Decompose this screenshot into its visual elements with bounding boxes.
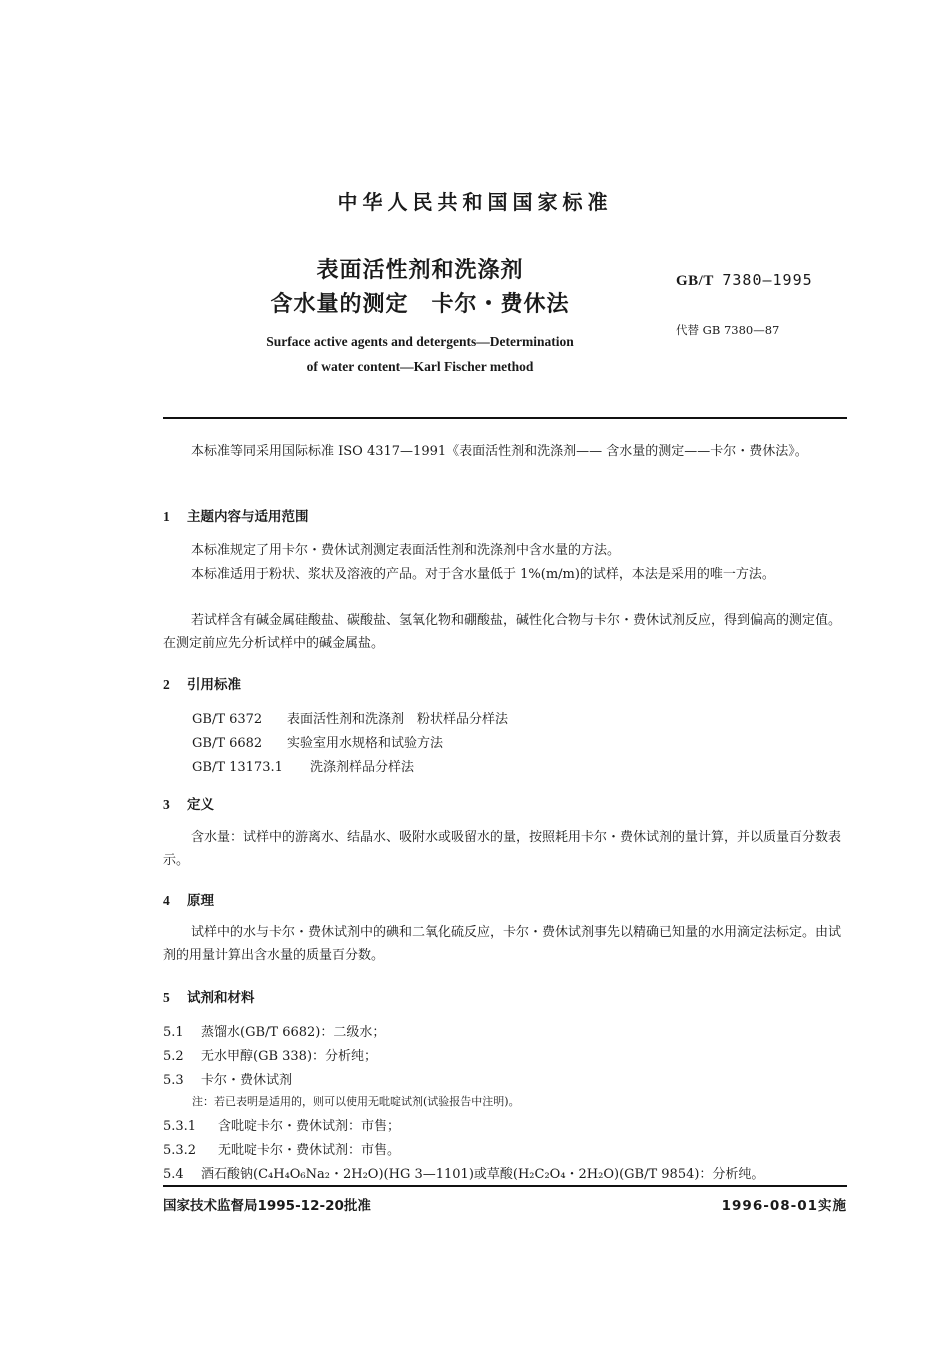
- section-4-heading: [163, 889, 214, 909]
- approval-date: 国家技术监督局1995-12-20批准: [163, 1198, 371, 1214]
- reference-title: 洗涤剂样品分样法: [310, 760, 415, 775]
- section-number: 2: [163, 677, 170, 692]
- top-divider: [163, 417, 847, 419]
- item-number: 5.3.2: [163, 1143, 197, 1158]
- section-number: 5: [163, 990, 170, 1005]
- title-cn-line2: 含水量的测定 卡尔・费休法: [270, 292, 570, 317]
- reference-title: 表面活性剂和洗涤剂 粉状样品分样法: [287, 712, 509, 727]
- implementation-date: 1996-08-01实施: [721, 1198, 847, 1214]
- section-5-heading: [163, 986, 255, 1006]
- item-text: 蒸馏水(GB/T 6682)：二级水；: [201, 1025, 386, 1040]
- section-title: 引用标准: [187, 677, 241, 693]
- item-5-3: [163, 1069, 292, 1088]
- item-5-4: [163, 1163, 764, 1182]
- item-5-3-2: [163, 1139, 400, 1158]
- reference-item: [192, 708, 508, 727]
- item-text: 卡尔・费休试剂: [201, 1073, 293, 1088]
- reference-code: GB/T 13173.1: [192, 760, 283, 775]
- item-number: 5.2: [163, 1049, 184, 1064]
- item-5-1: [163, 1021, 385, 1040]
- section-title: 试剂和材料: [187, 990, 255, 1006]
- item-text: 酒石酸钠(C₄H₄O₆Na₂・2H₂O)(HG 3—1101)或草酸(H₂C₂O₄・2H₂O)(GB/T 9854)：分析纯。: [201, 1167, 765, 1182]
- item-number: 5.3: [163, 1073, 184, 1088]
- reference-title: 实验室用水规格和试验方法: [287, 736, 444, 751]
- replaces-note: 代替 GB 7380—87: [676, 323, 780, 337]
- national-standard-heading: 中华人民共和国国家标准: [337, 190, 613, 214]
- reference-code: GB/T 6372: [192, 712, 263, 727]
- section-1-paragraph-1: 本标准规定了用卡尔・费休试剂测定表面活性剂和洗涤剂中含水量的方法。: [191, 543, 621, 558]
- section-title: 原理: [187, 893, 214, 909]
- reference-code: GB/T 6682: [192, 736, 263, 751]
- item-5-2: [163, 1045, 377, 1064]
- item-number: 5.1: [163, 1025, 184, 1040]
- reference-item: [192, 756, 414, 775]
- section-2-heading: [163, 673, 241, 693]
- section-title: 定义: [187, 797, 214, 813]
- section-number: 3: [163, 797, 170, 812]
- item-number: 5.3.1: [163, 1119, 197, 1134]
- section-4-paragraph: 试样中的水与卡尔・费休试剂中的碘和二氧化硫反应，卡尔・费休试剂事先以精确已知量的水用滴定法标定。由试剂的用量计算出含水量的质量百分数。: [163, 925, 842, 963]
- section-1-heading: [163, 505, 309, 525]
- section-1-paragraph-3: 若试样含有碱金属硅酸盐、碳酸盐、氢氧化物和硼酸盐，碱性化合物与卡尔・费休试剂反应，得到偏高的测定值。在测定前应先分析试样中的碱金属盐。: [163, 613, 842, 651]
- item-text: 无吡啶卡尔・费休试剂：市售。: [218, 1143, 401, 1158]
- section-number: 1: [163, 509, 170, 524]
- title-cn-line1: 表面活性剂和洗涤剂: [316, 258, 524, 283]
- section-3-heading: [163, 793, 214, 813]
- standard-code-number: 7380—1995: [722, 271, 813, 289]
- section-1-paragraph-2: 本标准适用于粉状、浆状及溶液的产品。对于含水量低于 1%(m/m)的试样，本法是采用的唯一方法。: [191, 567, 775, 582]
- title-en-line2: of water content—Karl Fischer method: [306, 359, 534, 374]
- standard-code-prefix: GB/T: [676, 273, 714, 289]
- section-number: 4: [163, 893, 170, 908]
- item-text: 无水甲醇(GB 338)：分析纯；: [201, 1049, 378, 1064]
- item-number: 5.4: [163, 1167, 184, 1182]
- reference-item: [192, 732, 443, 751]
- item-text: 含吡啶卡尔・费休试剂：市售；: [218, 1119, 401, 1134]
- section-3-paragraph: 含水量：试样中的游离水、结晶水、吸附水或吸留水的量，按照耗用卡尔・费休试剂的量计算，并以质量百分数表示。: [163, 830, 842, 868]
- title-en-line1: Surface active agents and detergents—Determination: [266, 334, 574, 349]
- section-title: 主题内容与适用范围: [187, 509, 309, 525]
- intro-paragraph: 本标准等同采用国际标准 ISO 4317—1991《表面活性剂和洗涤剂—— 含水量的测定——卡尔・费休法》。: [191, 444, 808, 459]
- standard-code: [676, 271, 813, 290]
- note-5-3: 注：若已表明是适用的，则可以使用无吡啶试剂(试验报告中注明)。: [192, 1095, 520, 1108]
- bottom-divider: [163, 1185, 847, 1187]
- item-5-3-1: [163, 1115, 400, 1134]
